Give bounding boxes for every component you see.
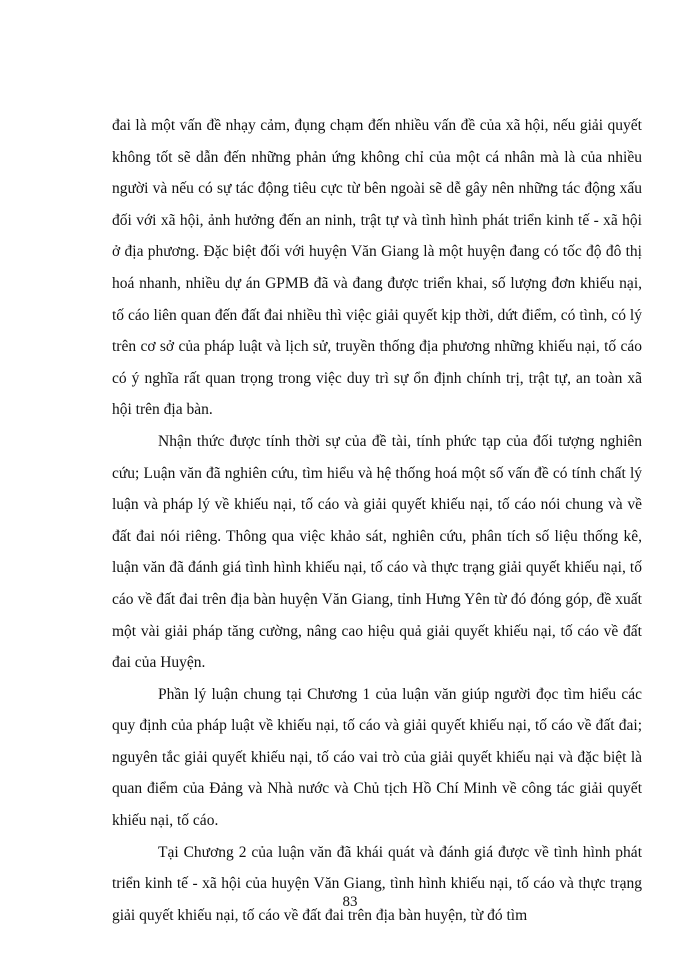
body-text	[112, 110, 642, 931]
paragraph-1: đai là một vấn đề nhạy cảm, đụng chạm đến nhiều vấn đề của xã hội, nếu giải quyết không tốt sẽ dẫn đến những phản ứng không chỉ của một cá nhân mà là của nhiều người và nếu có sự tác động tiêu cực từ bên ngoài sẽ dễ gây nên những tác động xấu đối với xã hội, ảnh hưởng đến an ninh, trật tự và tình hình phát triển kinh tế - xã hội ở địa phương. Đặc biệt đối với huyện Văn Giang là một huyện đang có tốc độ đô thị hoá nhanh, nhiều dự án GPMB đã và đang được triển khai, số lượng đơn khiếu nại, tố cáo liên quan đến đất đai nhiều thì việc giải quyết kịp thời, dứt điểm, có tình, có lý trên cơ sở của pháp luật và lịch sử, truyền thống địa phương những khiếu nại, tố cáo có ý nghĩa rất quan trọng trong việc duy trì sự ổn định chính trị, trật tự, an toàn xã hội trên địa bàn.	[112, 117, 642, 419]
paragraph-4: Tại Chương 2 của luận văn đã khái quát và đánh giá được về tình hình phát triển kinh tế - xã hội của huyện Văn Giang, tình hình khiếu nại, tố cáo và thực trạng giải quyết khiếu nại, tố cáo về đất đai trên địa bàn huyện, từ đó tìm	[112, 843, 642, 924]
paragraph-2: Nhận thức được tính thời sự của đề tài, tính phức tạp của đối tượng nghiên cứu; Luận văn đã nghiên cứu, tìm hiểu và hệ thống hoá một số vấn đề có tính chất lý luận và pháp lý về khiếu nại, tố cáo và giải quyết khiếu nại, tố cáo nói chung và về đất đai nói riêng. Thông qua việc khảo sát, nghiên cứu, phân tích số liệu thống kê, luận văn đã đánh giá tình hình khiếu nại, tố cáo và thực trạng giải quyết khiếu nại, tố cáo về đất đai trên địa bàn huyện Văn Giang, tỉnh Hưng Yên từ đó đóng góp, đề xuất một vài giải pháp tăng cường, nâng cao hiệu quả giải quyết khiếu nại, tố cáo về đất đai của Huyện.	[112, 432, 642, 672]
page-number: 83	[342, 894, 358, 910]
paragraph-3: Phần lý luận chung tại Chương 1 của luận văn giúp người đọc tìm hiểu các quy định của pháp luật về khiếu nại, tố cáo và giải quyết khiếu nại, tố cáo về đất đai; nguyên tắc giải quyết khiếu nại, tố cáo vai trò của giải quyết khiếu nại và đặc biệt là quan điểm của Đảng và Nhà nước và Chủ tịch Hồ Chí Minh về công tác giải quyết khiếu nại, tố cáo.	[112, 685, 642, 830]
